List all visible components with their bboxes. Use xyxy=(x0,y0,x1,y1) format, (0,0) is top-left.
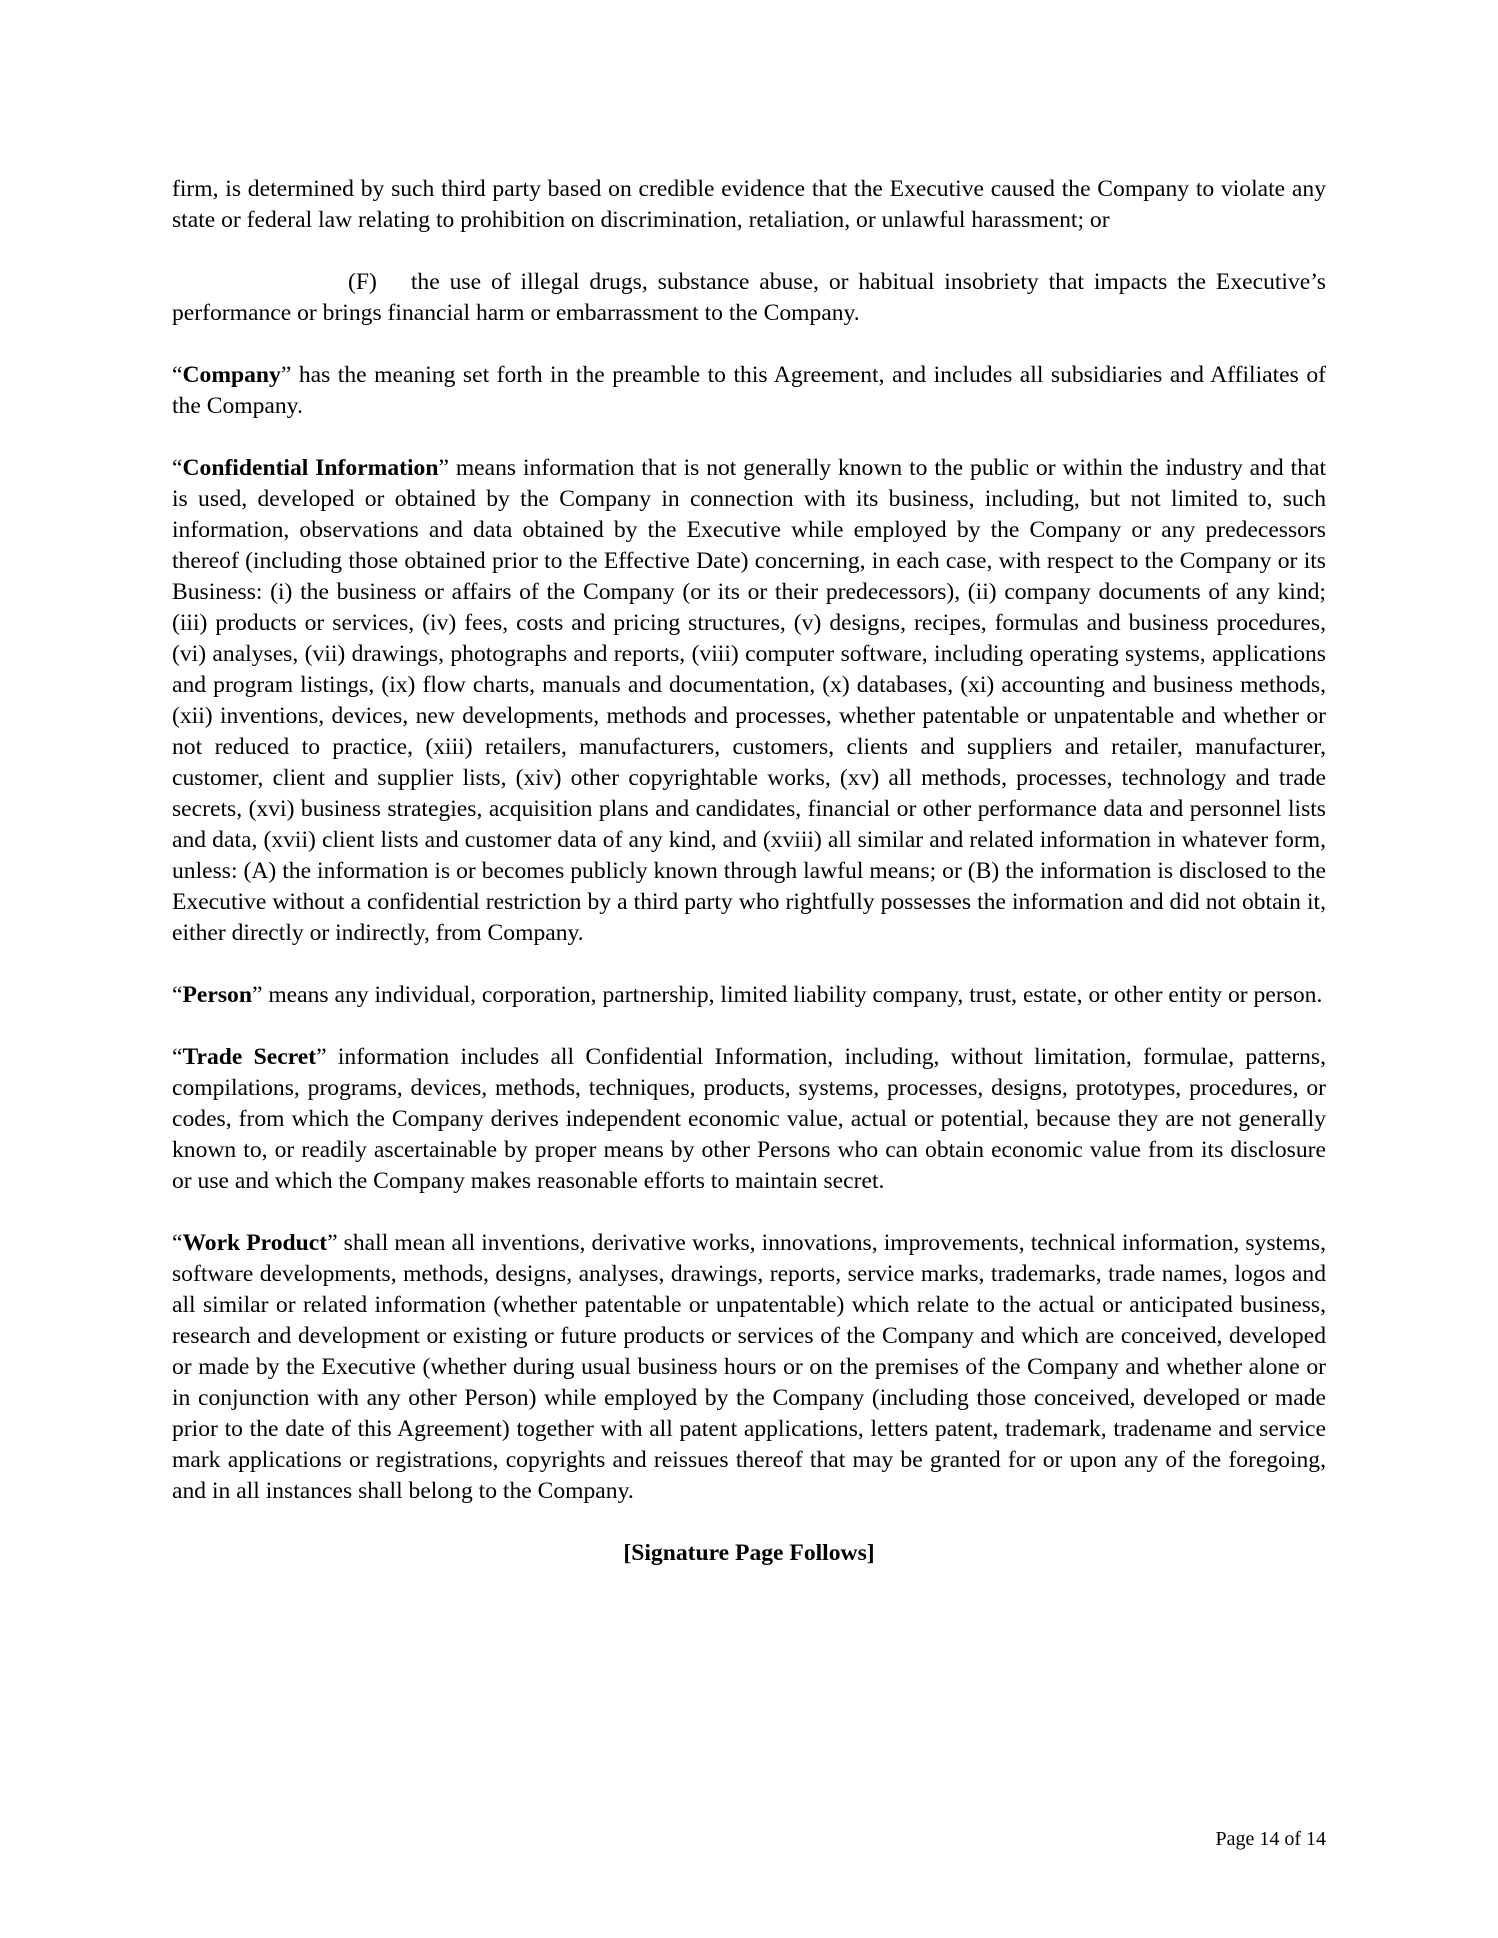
signature-page-notice: [Signature Page Follows] xyxy=(623,1540,875,1566)
definition-work-product xyxy=(172,1228,1326,1507)
definition-trade-secret-text: ” information includes all Confidential Information, including, without limitation, formulae, patterns, compilations, programs, devices, methods, techniques, products, systems, processes, designs, prototypes, procedures, or codes, from which the Company derives independent economic value, actual or potential, because they are not generally known to, or readily ascertainable by proper means by other Persons who can obtain economic value from its disclosure or use and which the Company makes reasonable efforts to maintain secret. xyxy=(172,1044,1327,1194)
definition-person-text: ” means any individual, corporation, partnership, limited liability company, trust, estate, or other entity or person. xyxy=(251,982,1323,1008)
definition-trade-secret xyxy=(172,1042,1326,1197)
document-body xyxy=(172,174,1326,1569)
definition-person xyxy=(172,980,1326,1011)
clause-f-text: the use of illegal drugs, substance abuse, or habitual insobriety that impacts the Executive’s performance or brings financial harm or embarrassment to the Company. xyxy=(172,269,1326,326)
defined-term-confidential-information: Confidential Information xyxy=(182,455,439,481)
defined-term-trade-secret: Trade Secret xyxy=(182,1044,317,1070)
open-quote: “ xyxy=(172,1230,183,1256)
defined-term-company: Company xyxy=(182,362,281,388)
definition-confidential-information-text: ” means information that is not generally known to the public or within the industry and that is used, developed or obtained by the Company in connection with its business, including, but not limited to, such information, observations and data obtained by the Executive while employed by the Company or any predecessors thereof (including those obtained prior to the Effective Date) concerning, in each case, with respect to the Company or its Business: (i) the business or affairs of the Company (or its or their predecessors), (ii) company documents of any kind; (iii) products or services, (iv) fees, costs and pricing structures, (v) designs, recipes, formulas and business procedures, (vi) analyses, (vii) drawings, photographs and reports, (viii) computer software, including operating systems, applications and program listings, (ix) flow charts, manuals and documentation, (x) databases, (xi) accounting and business methods, (xii) inventions, devices, new developments, methods and processes, whether patentable or unpatentable and whether or not reduced to practice, (xiii) retailers, manufacturers, customers, clients and suppliers and retailer, manufacturer, customer, client and supplier lists, (xiv) other copyrightable works, (xv) all methods, processes, technology and trade secrets, (xvi) business strategies, acquisition plans and candidates, financial or other performance data and personnel lists and data, (xvii) client lists and customer data of any kind, and (xviii) all similar and related information in whatever form, unless: (A) the information is or becomes publicly known through lawful means; or (B) the information is disclosed to the Executive without a confidential restriction by a third party who rightfully possesses the information and did not obtain it, either directly or indirectly, from Company. xyxy=(172,455,1326,946)
definition-confidential-information xyxy=(172,453,1326,949)
open-quote: “ xyxy=(172,362,183,388)
clause-e-text: firm, is determined by such third party based on credible evidence that the Executive caused the Company to violate any state or federal law relating to prohibition on discrimination, retaliation, or unlawful harassment; or xyxy=(172,176,1326,233)
defined-term-work-product: Work Product xyxy=(182,1230,328,1256)
open-quote: “ xyxy=(172,1044,183,1070)
definition-company-text: ” has the meaning set forth in the preamble to this Agreement, and includes all subsidiaries and Affiliates of the Company. xyxy=(172,362,1326,419)
paragraph-clause-e-continuation xyxy=(172,174,1326,236)
paragraph-clause-f xyxy=(172,267,1326,329)
page-number: Page 14 of 14 xyxy=(1215,1828,1326,1850)
defined-term-person: Person xyxy=(182,982,252,1008)
definition-company xyxy=(172,360,1326,422)
definition-work-product-text: ” shall mean all inventions, derivative works, innovations, improvements, technical information, systems, software developments, methods, designs, analyses, drawings, reports, service marks, trademarks, trade names, logos and all similar or related information (whether patentable or unpatentable) which relate to the actual or anticipated business, research and development or existing or future products or services of the Company and which are conceived, developed or made by the Executive (whether during usual business hours or on the premises of the Company and whether alone or in conjunction with any other Person) while employed by the Company (including those conceived, developed or made prior to the date of this Agreement) together with all patent applications, letters patent, trademark, tradename and service mark applications or registrations, copyrights and reissues thereof that may be granted for or upon any of the foregoing, and in all instances shall belong to the Company. xyxy=(172,1230,1326,1504)
open-quote: “ xyxy=(172,982,183,1008)
open-quote: “ xyxy=(172,455,183,481)
clause-f-label: (F) xyxy=(348,269,377,295)
